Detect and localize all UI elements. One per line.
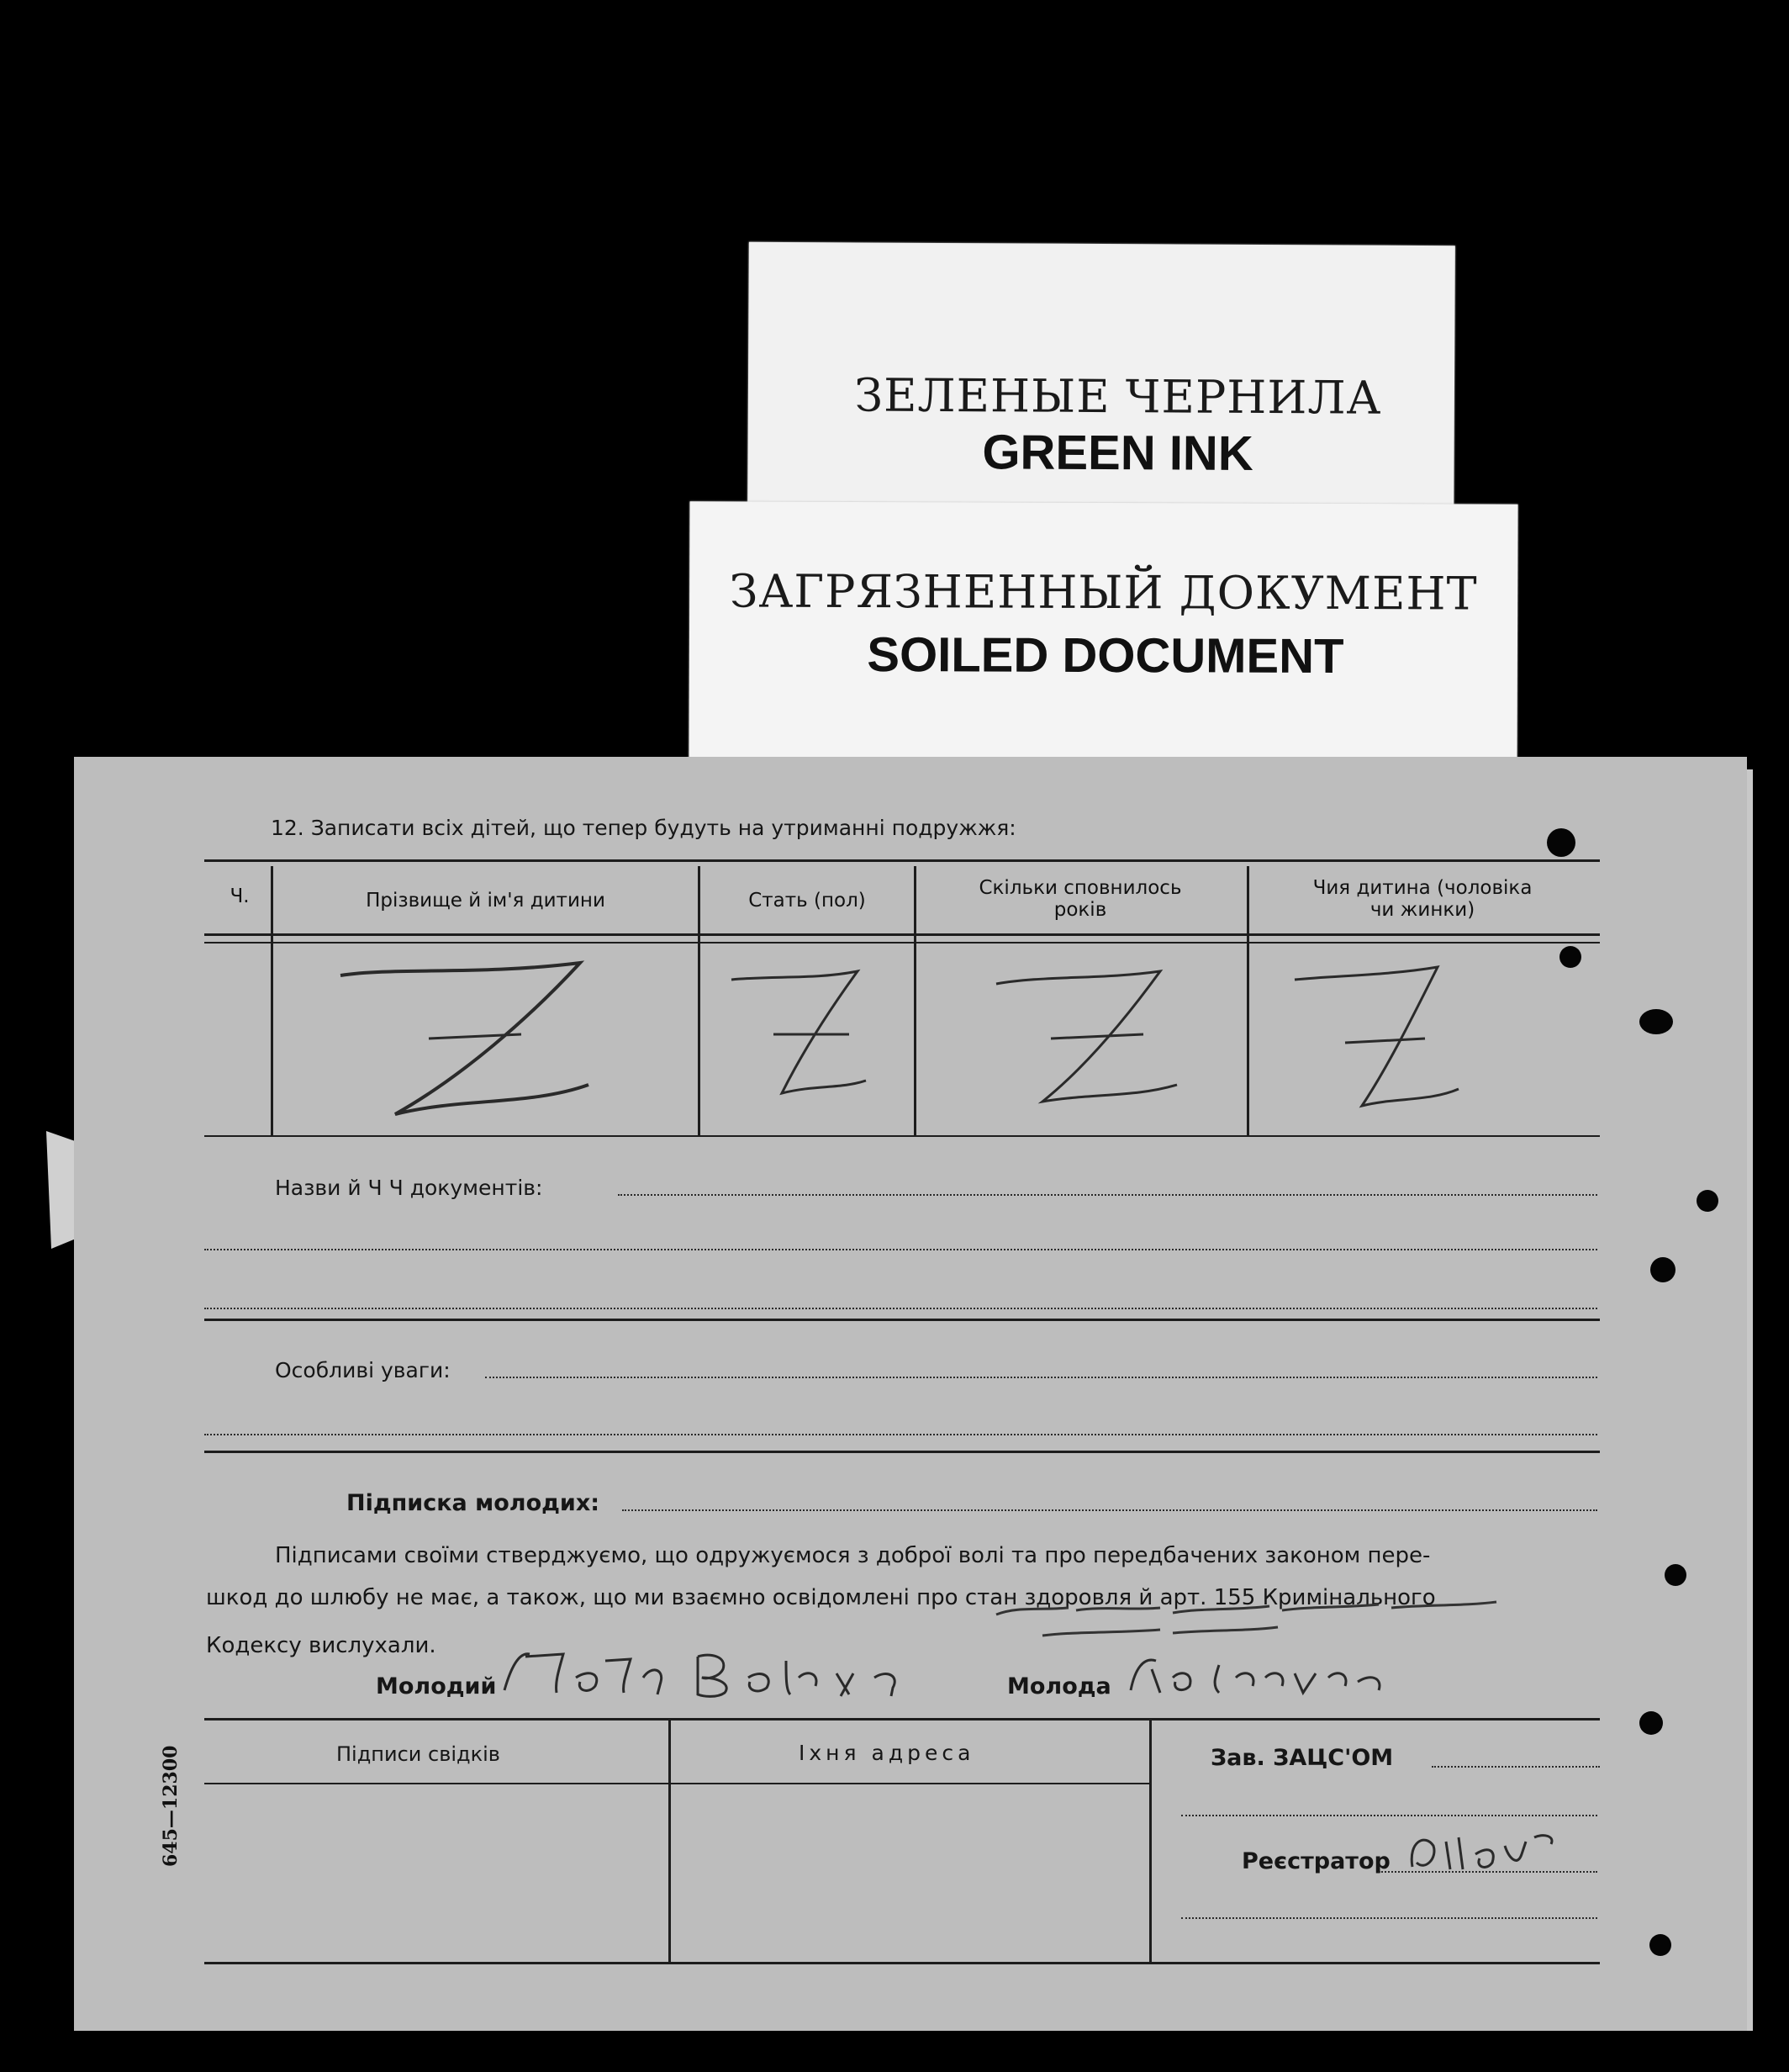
note-handwriting	[992, 1598, 1530, 1648]
z-mark-sex	[723, 959, 883, 1110]
documents-label: Назви й Ч Ч документів:	[275, 1176, 543, 1200]
registrar-line-2	[1181, 1917, 1597, 1919]
documents-line-3	[204, 1308, 1597, 1309]
subscription-title: Підписка молодих:	[346, 1490, 600, 1516]
witnesses-header: Підписи свідків	[336, 1742, 500, 1766]
green-ink-en: GREEN INK	[982, 425, 1253, 481]
punch-hole	[1665, 1564, 1686, 1586]
bottom-col-line	[668, 1720, 671, 1964]
table-header-rule	[204, 933, 1600, 936]
soiled-document-note	[689, 501, 1517, 769]
table-top-rule	[204, 859, 1600, 862]
signature-rule	[204, 1718, 1600, 1720]
witness-header-rule	[204, 1783, 1150, 1784]
groom-label: Молодий	[376, 1673, 497, 1699]
remarks-line-2	[204, 1434, 1597, 1435]
header-whose-2: чи жинки)	[1369, 899, 1475, 921]
print-code: 645—12300	[160, 1745, 182, 1867]
section-12-title: 12. Записати всіх дітей, що тепер будуть на утриманні подружжя:	[271, 816, 1016, 840]
table-col-line	[1247, 866, 1249, 1135]
table-col-line	[698, 866, 700, 1135]
punch-hole	[1547, 828, 1575, 857]
soiled-ru: ЗАГРЯЗНЕННЫЙ ДОКУМЕНТ	[729, 564, 1478, 621]
table-bottom-rule	[204, 1135, 1600, 1137]
punch-hole	[1559, 946, 1581, 968]
z-mark-name	[328, 950, 614, 1127]
head-line	[1432, 1766, 1600, 1768]
punch-hole	[1697, 1190, 1718, 1212]
header-sex: Стать (пол)	[748, 890, 866, 912]
bottom-col-line	[1149, 1720, 1152, 1964]
bottom-rule	[204, 1962, 1600, 1964]
remarks-rule	[204, 1451, 1600, 1453]
remarks-label: Особливі уваги:	[275, 1358, 451, 1382]
bride-signature	[1118, 1644, 1404, 1703]
punch-hole	[1650, 1257, 1676, 1282]
punch-hole	[1649, 1934, 1671, 1956]
documents-line	[618, 1194, 1597, 1196]
z-mark-whose	[1286, 959, 1471, 1118]
soiled-en: SOILED DOCUMENT	[867, 627, 1344, 684]
punch-hole	[1639, 1711, 1663, 1735]
header-age-1: Скільки сповнилось	[979, 877, 1182, 899]
documents-rule	[204, 1319, 1600, 1321]
bride-label: Молода	[1007, 1673, 1111, 1699]
head-line-2	[1181, 1815, 1597, 1816]
address-header: Іхня адреса	[799, 1741, 975, 1765]
documents-line-2	[204, 1249, 1597, 1250]
registrar-label: Реєстратор	[1242, 1848, 1391, 1874]
declaration-line-3: Кодексу вислухали.	[206, 1633, 436, 1658]
subscription-line	[622, 1509, 1597, 1511]
header-num: Ч.	[230, 885, 250, 907]
header-age-2: років	[1053, 899, 1107, 921]
head-label: Зав. ЗАЦС'ОМ	[1211, 1745, 1394, 1771]
green-ink-note	[747, 242, 1455, 523]
table-col-line	[271, 866, 273, 1135]
punch-hole	[1639, 1009, 1673, 1034]
z-mark-age	[984, 959, 1202, 1118]
header-whose-1: Чия дитина (чоловіка	[1312, 877, 1533, 899]
registrar-line	[1379, 1871, 1597, 1873]
header-child-name: Прізвище й ім'я дитини	[366, 890, 605, 912]
groom-signature	[496, 1644, 933, 1703]
green-ink-ru: ЗЕЛЕНЫЕ ЧЕРНИЛА	[854, 368, 1382, 425]
table-header-rule-2	[204, 942, 1600, 944]
declaration-line-1: Підписами своїми стверджуємо, що одружуємося з доброї волі та про передбачених законом пере-	[275, 1543, 1431, 1568]
remarks-line	[485, 1377, 1597, 1378]
declaration-line-2: шкод до шлюбу не має, а також, що ми взаємно освідомлені про стан здоровля й арт. 155 Кримінального	[206, 1585, 1436, 1610]
